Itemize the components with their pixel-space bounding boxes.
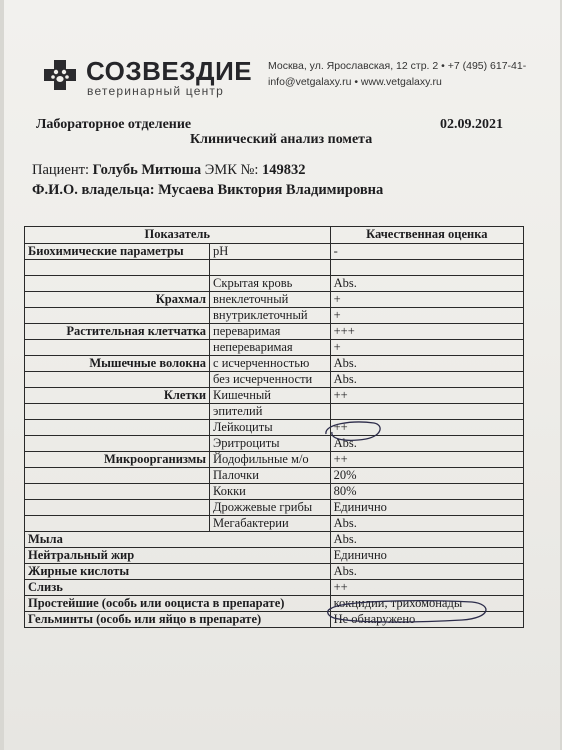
summary-label: Нейтральный жир <box>25 548 331 564</box>
row-param <box>210 260 331 276</box>
summary-label: Простейшие (особь или ооциста в препарате) <box>25 596 331 612</box>
row-category <box>25 468 210 484</box>
summary-label: Гельминты (особь или яйцо в препарате) <box>25 612 331 628</box>
row-category <box>25 260 210 276</box>
table-row <box>25 292 524 308</box>
summary-row <box>25 532 524 548</box>
table-row <box>25 436 524 452</box>
row-category: Клетки <box>25 388 210 404</box>
row-category: Крахмал <box>25 292 210 308</box>
row-value <box>330 260 523 276</box>
results-table <box>24 226 524 628</box>
table-row <box>25 276 524 292</box>
summary-value: ++ <box>330 580 523 596</box>
row-param: с исчерченностью <box>210 356 331 372</box>
table-row <box>25 324 524 340</box>
row-category <box>25 276 210 292</box>
table-row <box>25 452 524 468</box>
row-param: непереваримая <box>210 340 331 356</box>
summary-value: Не обнаружено <box>330 612 523 628</box>
row-category <box>25 516 210 532</box>
summary-value: кокцидии, трихомонады <box>330 596 523 612</box>
row-category: Микроорганизмы <box>25 452 210 468</box>
row-value <box>330 404 523 420</box>
table-row <box>25 468 524 484</box>
row-param: переваримая <box>210 324 331 340</box>
summary-value: Abs. <box>330 564 523 580</box>
row-category <box>25 484 210 500</box>
row-param: pH <box>210 244 331 260</box>
row-category: Биохимические параметры <box>25 244 210 260</box>
row-value: Abs. <box>330 356 523 372</box>
summary-value: Единично <box>330 548 523 564</box>
row-category: Мышечные волокна <box>25 356 210 372</box>
row-category <box>25 500 210 516</box>
table-row <box>25 308 524 324</box>
row-param: внутриклеточный <box>210 308 331 324</box>
clinic-email-web: info@vetgalaxy.ru • www.vetgalaxy.ru <box>268 76 442 88</box>
row-param: Кишечный <box>210 388 331 404</box>
row-value: + <box>330 308 523 324</box>
patient-line <box>32 162 305 179</box>
row-category <box>25 308 210 324</box>
table-row <box>25 404 524 420</box>
header-indicator: Показатель <box>25 227 331 244</box>
summary-label: Жирные кислоты <box>25 564 331 580</box>
header-assessment: Качественная оценка <box>330 227 523 244</box>
row-value: Единично <box>330 500 523 516</box>
row-param: Кокки <box>210 484 331 500</box>
clinic-address-phone: Москва, ул. Ярославская, 12 стр. 2 • +7 (495) 617-41- <box>268 60 527 72</box>
summary-value: Abs. <box>330 532 523 548</box>
row-param: эпителий <box>210 404 331 420</box>
row-param: без исчерченности <box>210 372 331 388</box>
department: Лабораторное отделение <box>36 117 192 132</box>
row-param: Палочки <box>210 468 331 484</box>
table-header-row <box>25 227 524 244</box>
row-value: Abs. <box>330 276 523 292</box>
row-param: Йодофильные м/о <box>210 452 331 468</box>
clinic-name: СОЗВЕЗДИЕ <box>86 56 253 86</box>
row-category <box>25 340 210 356</box>
table-row <box>25 420 524 436</box>
table-row <box>25 500 524 516</box>
table-row <box>25 372 524 388</box>
summary-label: Мыла <box>25 532 331 548</box>
lab-report-sheet <box>4 0 560 750</box>
paw-cross-icon <box>40 58 80 90</box>
row-value: Abs. <box>330 372 523 388</box>
summary-row <box>25 596 524 612</box>
row-category <box>25 372 210 388</box>
row-value: - <box>330 244 523 260</box>
owner-label: Ф.И.О. владельца: <box>32 182 155 198</box>
row-param: Эритроциты <box>210 436 331 452</box>
report-date: 02.09.2021 <box>440 117 503 132</box>
table-row <box>25 516 524 532</box>
patient-label: Пациент: <box>32 162 89 178</box>
summary-row <box>25 548 524 564</box>
table-row <box>25 388 524 404</box>
summary-row <box>25 564 524 580</box>
row-category <box>25 436 210 452</box>
row-category <box>25 420 210 436</box>
row-category <box>25 404 210 420</box>
row-value: + <box>330 340 523 356</box>
row-value: + <box>330 292 523 308</box>
table-row <box>25 484 524 500</box>
owner-line <box>32 182 383 199</box>
row-param: Дрожжевые грибы <box>210 500 331 516</box>
row-value: Abs. <box>330 516 523 532</box>
table-row <box>25 340 524 356</box>
summary-row <box>25 580 524 596</box>
emk-number: 149832 <box>261 162 306 178</box>
clinic-subtitle: ветеринарный центр <box>87 84 225 98</box>
summary-label: Слизь <box>25 580 331 596</box>
patient-name: Голубь Митюша <box>92 162 202 178</box>
row-value: ++ <box>330 420 523 436</box>
report-title: Клинический анализ помета <box>190 132 373 147</box>
row-value: Abs. <box>330 436 523 452</box>
table-row <box>25 356 524 372</box>
summary-row <box>25 612 524 628</box>
row-value: ++ <box>330 388 523 404</box>
row-value: 80% <box>330 484 523 500</box>
emk-label: ЭМК №: <box>204 162 259 178</box>
row-param: Лейкоциты <box>210 420 331 436</box>
row-param: Мегабактерии <box>210 516 331 532</box>
owner-name: Мусаева Виктория Владимировна <box>158 182 384 198</box>
clinic-contacts <box>268 58 562 90</box>
table-row <box>25 260 524 276</box>
row-param: внеклеточный <box>210 292 331 308</box>
row-value: 20% <box>330 468 523 484</box>
table-row <box>25 244 524 260</box>
row-category: Растительная клетчатка <box>25 324 210 340</box>
row-param: Скрытая кровь <box>210 276 331 292</box>
row-value: ++ <box>330 452 523 468</box>
row-value: +++ <box>330 324 523 340</box>
